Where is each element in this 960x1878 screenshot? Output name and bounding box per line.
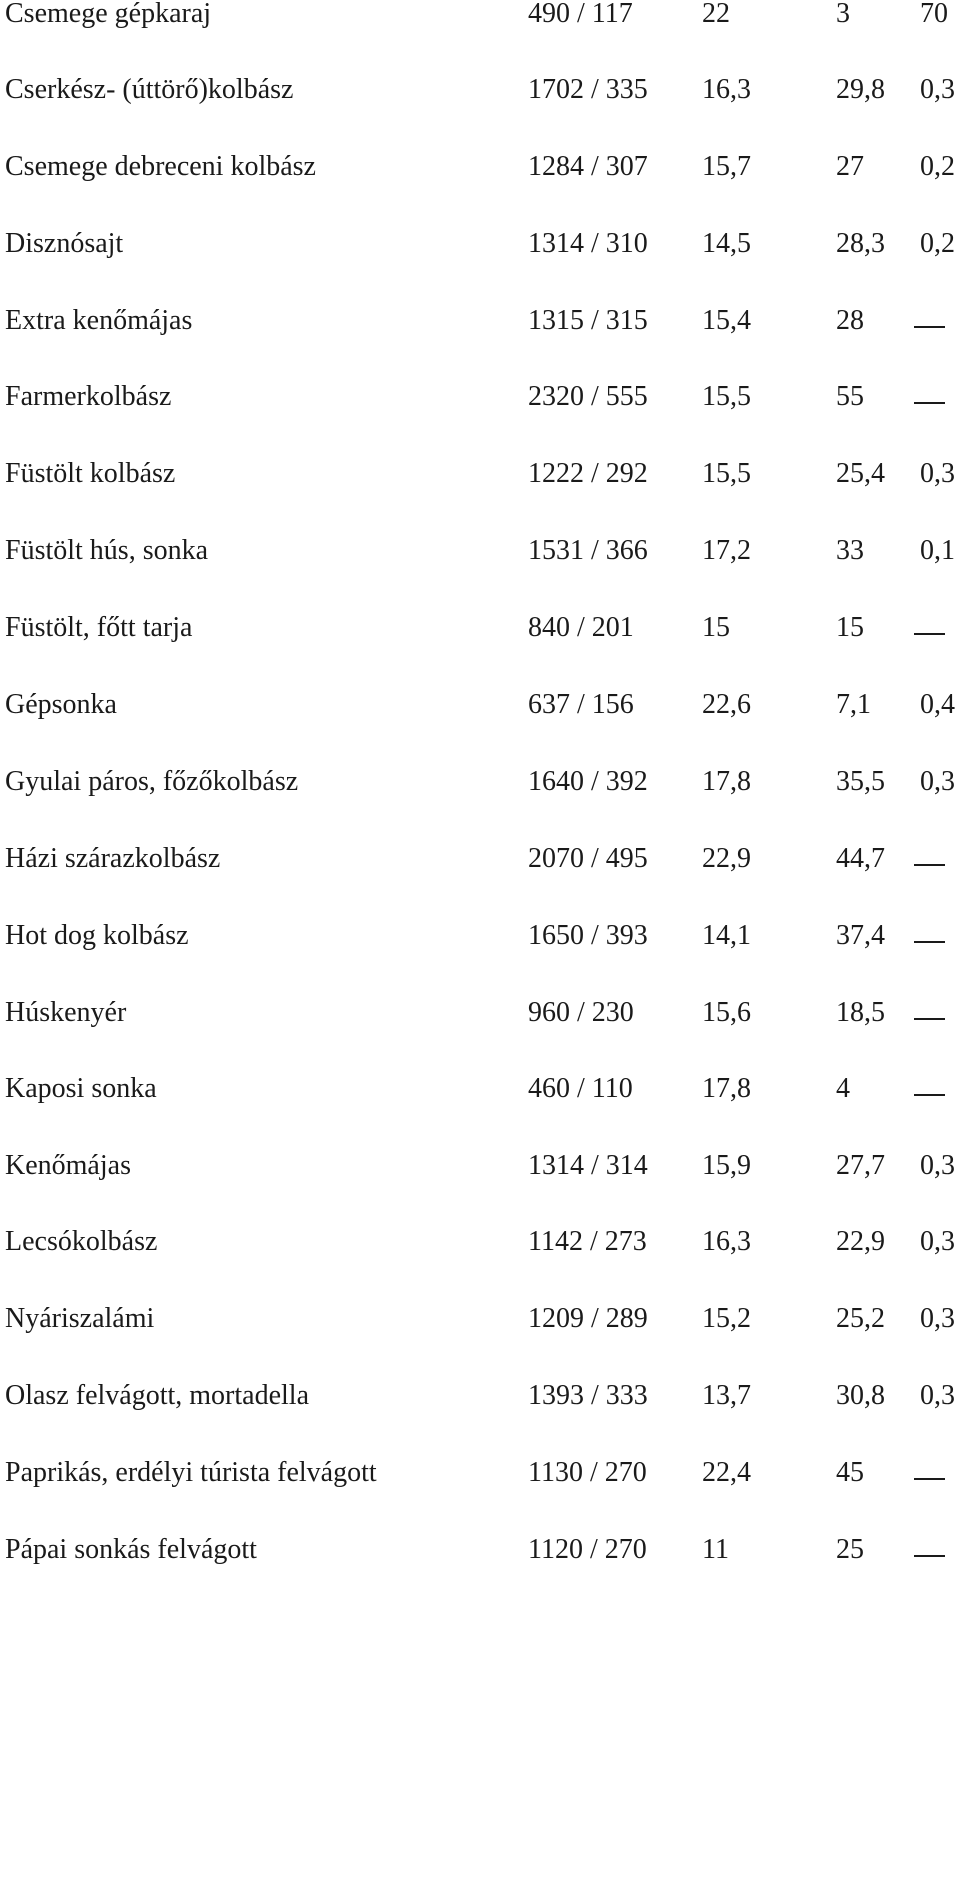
protein-cell: 17,2 (702, 535, 751, 566)
carb-cell: 0,2 (920, 151, 955, 182)
protein-cell: 22,9 (702, 843, 751, 874)
energy-cell: 1130 / 270 (528, 1457, 647, 1488)
protein-cell: 15 (702, 612, 730, 643)
protein-cell: 15,5 (702, 381, 751, 412)
energy-cell: 490 / 117 (528, 0, 633, 29)
carb-cell (914, 941, 945, 943)
protein-cell: 22,4 (702, 1457, 751, 1488)
protein-cell: 17,8 (702, 1073, 751, 1104)
fat-cell: 27 (836, 151, 864, 182)
food-name-cell: Lecsókolbász (5, 1226, 158, 1257)
energy-cell: 2070 / 495 (528, 843, 648, 874)
food-name-cell: Füstölt kolbász (5, 458, 176, 489)
carb-cell: 70 (920, 0, 948, 29)
fat-cell: 37,4 (836, 920, 885, 951)
fat-cell: 22,9 (836, 1226, 885, 1257)
energy-cell: 460 / 110 (528, 1073, 633, 1104)
fat-cell: 28 (836, 305, 864, 336)
protein-cell: 22 (702, 0, 730, 29)
food-name-cell: Kaposi sonka (5, 1073, 157, 1104)
fat-cell: 25 (836, 1534, 864, 1565)
carb-cell (914, 1094, 945, 1096)
fat-cell: 33 (836, 535, 864, 566)
carb-cell: 0,3 (920, 766, 955, 797)
protein-cell: 13,7 (702, 1380, 751, 1411)
food-name-cell: Nyáriszalámi (5, 1303, 155, 1334)
energy-cell: 1650 / 393 (528, 920, 648, 951)
carb-cell: 0,3 (920, 1303, 955, 1334)
protein-cell: 15,9 (702, 1150, 751, 1181)
carb-cell (914, 864, 945, 866)
carb-cell: 0,3 (920, 1380, 955, 1411)
energy-cell: 1209 / 289 (528, 1303, 648, 1334)
food-name-cell: Házi szárazkolbász (5, 843, 221, 874)
food-name-cell: Gépsonka (5, 689, 117, 720)
carb-cell: 0,4 (920, 689, 955, 720)
fat-cell: 55 (836, 381, 864, 412)
fat-cell: 18,5 (836, 997, 885, 1028)
energy-cell: 1142 / 273 (528, 1226, 647, 1257)
food-name-cell: Gyulai páros, főzőkolbász (5, 766, 299, 797)
carb-cell (914, 633, 945, 635)
protein-cell: 22,6 (702, 689, 751, 720)
carb-cell: 0,2 (920, 228, 955, 259)
carb-cell: 0,3 (920, 74, 955, 105)
protein-cell: 15,4 (702, 305, 751, 336)
fat-cell: 4 (836, 1073, 850, 1104)
energy-cell: 1222 / 292 (528, 458, 648, 489)
fat-cell: 44,7 (836, 843, 885, 874)
fat-cell: 29,8 (836, 74, 885, 105)
carb-cell (914, 1018, 945, 1020)
food-name-cell: Húskenyér (5, 997, 127, 1028)
carb-cell: 0,3 (920, 458, 955, 489)
food-name-cell: Füstölt, főtt tarja (5, 612, 193, 643)
fat-cell: 3 (836, 0, 850, 29)
carb-cell (914, 402, 945, 404)
energy-cell: 2320 / 555 (528, 381, 648, 412)
food-name-cell: Disznósajt (5, 228, 124, 259)
energy-cell: 1284 / 307 (528, 151, 648, 182)
food-name-cell: Csemege debreceni kolbász (5, 151, 316, 182)
protein-cell: 17,8 (702, 766, 751, 797)
fat-cell: 35,5 (836, 766, 885, 797)
energy-cell: 1314 / 310 (528, 228, 648, 259)
food-name-cell: Extra kenőmájas (5, 305, 193, 336)
carb-cell (914, 1555, 945, 1557)
carb-cell: 0,3 (920, 1226, 955, 1257)
fat-cell: 28,3 (836, 228, 885, 259)
carb-cell: 0,1 (920, 535, 955, 566)
energy-cell: 960 / 230 (528, 997, 634, 1028)
energy-cell: 637 / 156 (528, 689, 634, 720)
energy-cell: 1120 / 270 (528, 1534, 647, 1565)
food-name-cell: Pápai sonkás felvágott (5, 1534, 257, 1565)
energy-cell: 1314 / 314 (528, 1150, 648, 1181)
protein-cell: 15,7 (702, 151, 751, 182)
energy-cell: 840 / 201 (528, 612, 634, 643)
fat-cell: 7,1 (836, 689, 871, 720)
protein-cell: 15,2 (702, 1303, 751, 1334)
energy-cell: 1640 / 392 (528, 766, 648, 797)
energy-cell: 1531 / 366 (528, 535, 648, 566)
protein-cell: 14,1 (702, 920, 751, 951)
protein-cell: 14,5 (702, 228, 751, 259)
food-name-cell: Farmerkolbász (5, 381, 172, 412)
energy-cell: 1702 / 335 (528, 74, 648, 105)
carb-cell (914, 1478, 945, 1480)
fat-cell: 15 (836, 612, 864, 643)
energy-cell: 1393 / 333 (528, 1380, 648, 1411)
carb-cell (914, 326, 945, 328)
food-name-cell: Olasz felvágott, mortadella (5, 1380, 309, 1411)
fat-cell: 25,4 (836, 458, 885, 489)
protein-cell: 15,5 (702, 458, 751, 489)
fat-cell: 25,2 (836, 1303, 885, 1334)
protein-cell: 16,3 (702, 74, 751, 105)
energy-cell: 1315 / 315 (528, 305, 648, 336)
food-name-cell: Füstölt hús, sonka (5, 535, 209, 566)
food-name-cell: Kenőmájas (5, 1150, 131, 1181)
food-name-cell: Cserkész- (úttörő)kolbász (5, 74, 294, 105)
food-name-cell: Hot dog kolbász (5, 920, 189, 951)
protein-cell: 11 (702, 1534, 729, 1565)
food-name-cell: Paprikás, erdélyi túrista felvágott (5, 1457, 377, 1488)
table-row (0, 1530, 960, 1622)
fat-cell: 27,7 (836, 1150, 885, 1181)
protein-cell: 16,3 (702, 1226, 751, 1257)
fat-cell: 30,8 (836, 1380, 885, 1411)
protein-cell: 15,6 (702, 997, 751, 1028)
carb-cell: 0,3 (920, 1150, 955, 1181)
food-name-cell: Csemege gépkaraj (5, 0, 212, 29)
fat-cell: 45 (836, 1457, 864, 1488)
